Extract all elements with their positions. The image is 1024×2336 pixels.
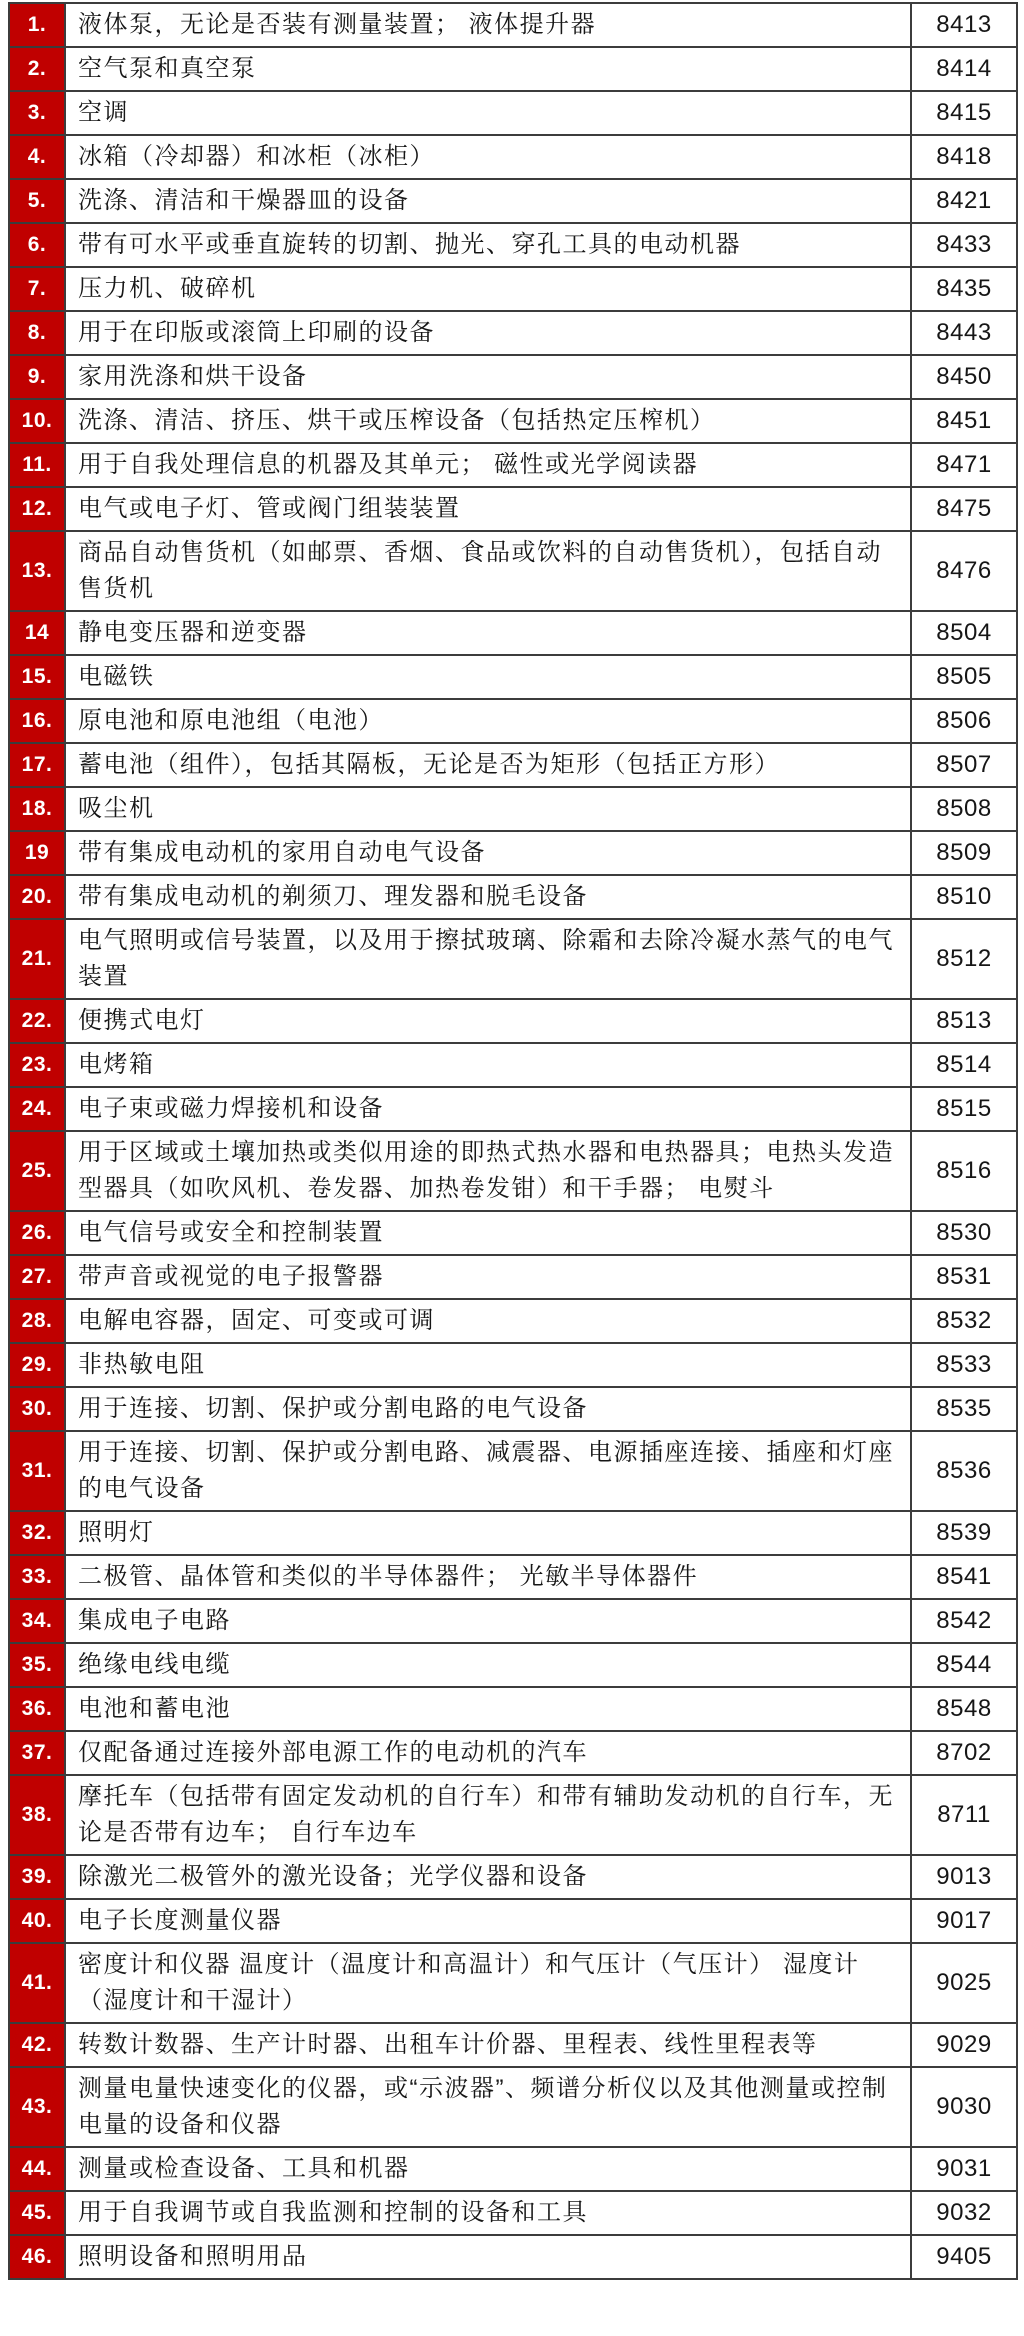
row-description-cell: 带有集成电动机的家用自动电气设备 [65,831,911,875]
row-description-cell: 摩托车（包括带有固定发动机的自行车）和带有辅助发动机的自行车，无论是否带有边车； 自行车边车 [65,1775,911,1855]
table-row [9,267,1017,311]
row-hs-code-cell: 8535 [911,1387,1017,1431]
row-hs-code-cell: 8509 [911,831,1017,875]
table-row [9,487,1017,531]
table-row [9,1211,1017,1255]
row-description-cell: 用于在印版或滚筒上印刷的设备 [65,311,911,355]
row-description-cell: 吸尘机 [65,787,911,831]
row-hs-code-cell: 8476 [911,531,1017,611]
row-hs-code-cell: 8531 [911,1255,1017,1299]
table-row [9,135,1017,179]
table-row [9,3,1017,47]
table-row [9,1299,1017,1343]
row-description-cell: 电解电容器，固定、可变或可调 [65,1299,911,1343]
row-description-cell: 蓄电池（组件），包括其隔板，无论是否为矩形（包括正方形） [65,743,911,787]
table-row [9,2067,1017,2147]
row-description-cell: 照明设备和照明用品 [65,2235,911,2279]
table-row [9,1043,1017,1087]
row-number-cell: 12. [9,487,65,531]
table-row [9,787,1017,831]
row-description-cell: 二极管、晶体管和类似的半导体器件； 光敏半导体器件 [65,1555,911,1599]
row-number-cell: 16. [9,699,65,743]
row-description-cell: 密度计和仪器 温度计（温度计和高温计）和气压计（气压计） 湿度计（湿度计和干湿计） [65,1943,911,2023]
row-hs-code-cell: 8530 [911,1211,1017,1255]
row-hs-code-cell: 8542 [911,1599,1017,1643]
row-number-cell: 32. [9,1511,65,1555]
table-row [9,531,1017,611]
row-number-cell: 43. [9,2067,65,2147]
hs-code-table [8,2,1018,2280]
row-number-cell: 41. [9,1943,65,2023]
row-number-cell: 22. [9,999,65,1043]
row-hs-code-cell: 8539 [911,1511,1017,1555]
table-row [9,223,1017,267]
table-row [9,1131,1017,1211]
row-hs-code-cell: 8413 [911,3,1017,47]
row-number-cell: 1. [9,3,65,47]
row-description-cell: 非热敏电阻 [65,1343,911,1387]
table-row [9,47,1017,91]
row-number-cell: 25. [9,1131,65,1211]
row-number-cell: 34. [9,1599,65,1643]
row-hs-code-cell: 8507 [911,743,1017,787]
row-description-cell: 洗涤、清洁和干燥器皿的设备 [65,179,911,223]
table-row [9,355,1017,399]
row-number-cell: 3. [9,91,65,135]
row-description-cell: 用于连接、切割、保护或分割电路、减震器、电源插座连接、插座和灯座的电气设备 [65,1431,911,1511]
row-hs-code-cell: 9031 [911,2147,1017,2191]
row-number-cell: 38. [9,1775,65,1855]
row-description-cell: 洗涤、清洁、挤压、烘干或压榨设备（包括热定压榨机） [65,399,911,443]
row-number-cell: 10. [9,399,65,443]
row-description-cell: 除激光二极管外的激光设备；光学仪器和设备 [65,1855,911,1899]
row-hs-code-cell: 8533 [911,1343,1017,1387]
table-row [9,655,1017,699]
row-number-cell: 13. [9,531,65,611]
table-row [9,1387,1017,1431]
row-description-cell: 便携式电灯 [65,999,911,1043]
row-description-cell: 用于区域或土壤加热或类似用途的即热式热水器和电热器具；电热头发造型器具（如吹风机、卷发器、加热卷发钳）和干手器； 电熨斗 [65,1131,911,1211]
table-row [9,179,1017,223]
table-row [9,875,1017,919]
row-hs-code-cell: 9025 [911,1943,1017,2023]
row-hs-code-cell: 8443 [911,311,1017,355]
row-hs-code-cell: 8504 [911,611,1017,655]
table-row [9,2147,1017,2191]
row-description-cell: 电气照明或信号装置，以及用于擦拭玻璃、除霜和去除冷凝水蒸气的电气装置 [65,919,911,999]
row-description-cell: 带有可水平或垂直旋转的切割、抛光、穿孔工具的电动机器 [65,223,911,267]
row-description-cell: 电烤箱 [65,1043,911,1087]
row-number-cell: 45. [9,2191,65,2235]
row-number-cell: 2. [9,47,65,91]
row-hs-code-cell: 8450 [911,355,1017,399]
row-description-cell: 空调 [65,91,911,135]
row-description-cell: 冰箱（冷却器）和冰柜（冰柜） [65,135,911,179]
row-number-cell: 8. [9,311,65,355]
row-hs-code-cell: 8505 [911,655,1017,699]
row-hs-code-cell: 8515 [911,1087,1017,1131]
table-row [9,311,1017,355]
row-description-cell: 家用洗涤和烘干设备 [65,355,911,399]
table-row [9,399,1017,443]
row-description-cell: 电池和蓄电池 [65,1687,911,1731]
row-number-cell: 33. [9,1555,65,1599]
row-hs-code-cell: 9030 [911,2067,1017,2147]
row-hs-code-cell: 8415 [911,91,1017,135]
table-row [9,1599,1017,1643]
row-number-cell: 9. [9,355,65,399]
row-number-cell: 40. [9,1899,65,1943]
row-description-cell: 电子束或磁力焊接机和设备 [65,1087,911,1131]
table-row [9,1775,1017,1855]
row-number-cell: 20. [9,875,65,919]
row-description-cell: 仅配备通过连接外部电源工作的电动机的汽车 [65,1731,911,1775]
row-description-cell: 照明灯 [65,1511,911,1555]
row-number-cell: 36. [9,1687,65,1731]
row-number-cell: 39. [9,1855,65,1899]
table-row [9,831,1017,875]
table-row [9,1343,1017,1387]
row-hs-code-cell: 8512 [911,919,1017,999]
row-description-cell: 转数计数器、生产计时器、出租车计价器、里程表、线性里程表等 [65,2023,911,2067]
row-hs-code-cell: 8506 [911,699,1017,743]
table-row [9,1511,1017,1555]
table-row [9,1087,1017,1131]
row-description-cell: 用于自我处理信息的机器及其单元； 磁性或光学阅读器 [65,443,911,487]
row-description-cell: 电气信号或安全和控制装置 [65,1211,911,1255]
table-row [9,1643,1017,1687]
row-number-cell: 46. [9,2235,65,2279]
row-number-cell: 6. [9,223,65,267]
table-row [9,1255,1017,1299]
row-hs-code-cell: 8435 [911,267,1017,311]
row-description-cell: 测量电量快速变化的仪器，或“示波器”、频谱分析仪以及其他测量或控制电量的设备和仪器 [65,2067,911,2147]
row-number-cell: 42. [9,2023,65,2067]
row-description-cell: 压力机、破碎机 [65,267,911,311]
row-description-cell: 用于自我调节或自我监测和控制的设备和工具 [65,2191,911,2235]
row-hs-code-cell: 8513 [911,999,1017,1043]
row-number-cell: 4. [9,135,65,179]
hs-code-table-body [9,3,1017,2279]
table-row [9,91,1017,135]
row-hs-code-cell: 8541 [911,1555,1017,1599]
row-hs-code-cell: 9405 [911,2235,1017,2279]
row-hs-code-cell: 8433 [911,223,1017,267]
row-number-cell: 18. [9,787,65,831]
table-row [9,1555,1017,1599]
row-hs-code-cell: 9032 [911,2191,1017,2235]
row-hs-code-cell: 8421 [911,179,1017,223]
row-description-cell: 电气或电子灯、管或阀门组装装置 [65,487,911,531]
row-description-cell: 集成电子电路 [65,1599,911,1643]
row-hs-code-cell: 8418 [911,135,1017,179]
table-row [9,1943,1017,2023]
row-description-cell: 商品自动售货机（如邮票、香烟、食品或饮料的自动售货机），包括自动售货机 [65,531,911,611]
row-hs-code-cell: 9029 [911,2023,1017,2067]
row-number-cell: 30. [9,1387,65,1431]
row-number-cell: 24. [9,1087,65,1131]
row-hs-code-cell: 8711 [911,1775,1017,1855]
row-number-cell: 15. [9,655,65,699]
row-hs-code-cell: 8532 [911,1299,1017,1343]
row-number-cell: 11. [9,443,65,487]
row-description-cell: 空气泵和真空泵 [65,47,911,91]
row-number-cell: 17. [9,743,65,787]
table-row [9,1899,1017,1943]
row-number-cell: 19 [9,831,65,875]
table-row [9,743,1017,787]
row-description-cell: 用于连接、切割、保护或分割电路的电气设备 [65,1387,911,1431]
row-hs-code-cell: 8544 [911,1643,1017,1687]
table-row [9,2023,1017,2067]
row-number-cell: 29. [9,1343,65,1387]
table-row [9,2235,1017,2279]
row-description-cell: 静电变压器和逆变器 [65,611,911,655]
table-row [9,1731,1017,1775]
row-hs-code-cell: 8516 [911,1131,1017,1211]
row-number-cell: 35. [9,1643,65,1687]
row-number-cell: 27. [9,1255,65,1299]
row-hs-code-cell: 8475 [911,487,1017,531]
row-hs-code-cell: 8508 [911,787,1017,831]
table-row [9,611,1017,655]
row-hs-code-cell: 8702 [911,1731,1017,1775]
row-number-cell: 14 [9,611,65,655]
row-description-cell: 电磁铁 [65,655,911,699]
row-hs-code-cell: 8514 [911,1043,1017,1087]
row-hs-code-cell: 9017 [911,1899,1017,1943]
row-number-cell: 31. [9,1431,65,1511]
row-hs-code-cell: 8510 [911,875,1017,919]
row-description-cell: 测量或检查设备、工具和机器 [65,2147,911,2191]
row-number-cell: 23. [9,1043,65,1087]
row-number-cell: 7. [9,267,65,311]
row-number-cell: 26. [9,1211,65,1255]
table-row [9,1687,1017,1731]
row-description-cell: 液体泵，无论是否装有测量装置； 液体提升器 [65,3,911,47]
row-description-cell: 原电池和原电池组（电池） [65,699,911,743]
row-hs-code-cell: 8471 [911,443,1017,487]
table-row [9,999,1017,1043]
row-hs-code-cell: 8548 [911,1687,1017,1731]
row-description-cell: 带有集成电动机的剃须刀、理发器和脱毛设备 [65,875,911,919]
table-row [9,1431,1017,1511]
row-hs-code-cell: 8451 [911,399,1017,443]
row-description-cell: 电子长度测量仪器 [65,1899,911,1943]
table-row [9,919,1017,999]
table-row [9,2191,1017,2235]
row-number-cell: 37. [9,1731,65,1775]
row-hs-code-cell: 8414 [911,47,1017,91]
row-hs-code-cell: 8536 [911,1431,1017,1511]
table-row [9,699,1017,743]
table-row [9,443,1017,487]
row-description-cell: 绝缘电线电缆 [65,1643,911,1687]
row-number-cell: 21. [9,919,65,999]
row-number-cell: 28. [9,1299,65,1343]
table-row [9,1855,1017,1899]
row-number-cell: 5. [9,179,65,223]
row-number-cell: 44. [9,2147,65,2191]
row-description-cell: 带声音或视觉的电子报警器 [65,1255,911,1299]
row-hs-code-cell: 9013 [911,1855,1017,1899]
